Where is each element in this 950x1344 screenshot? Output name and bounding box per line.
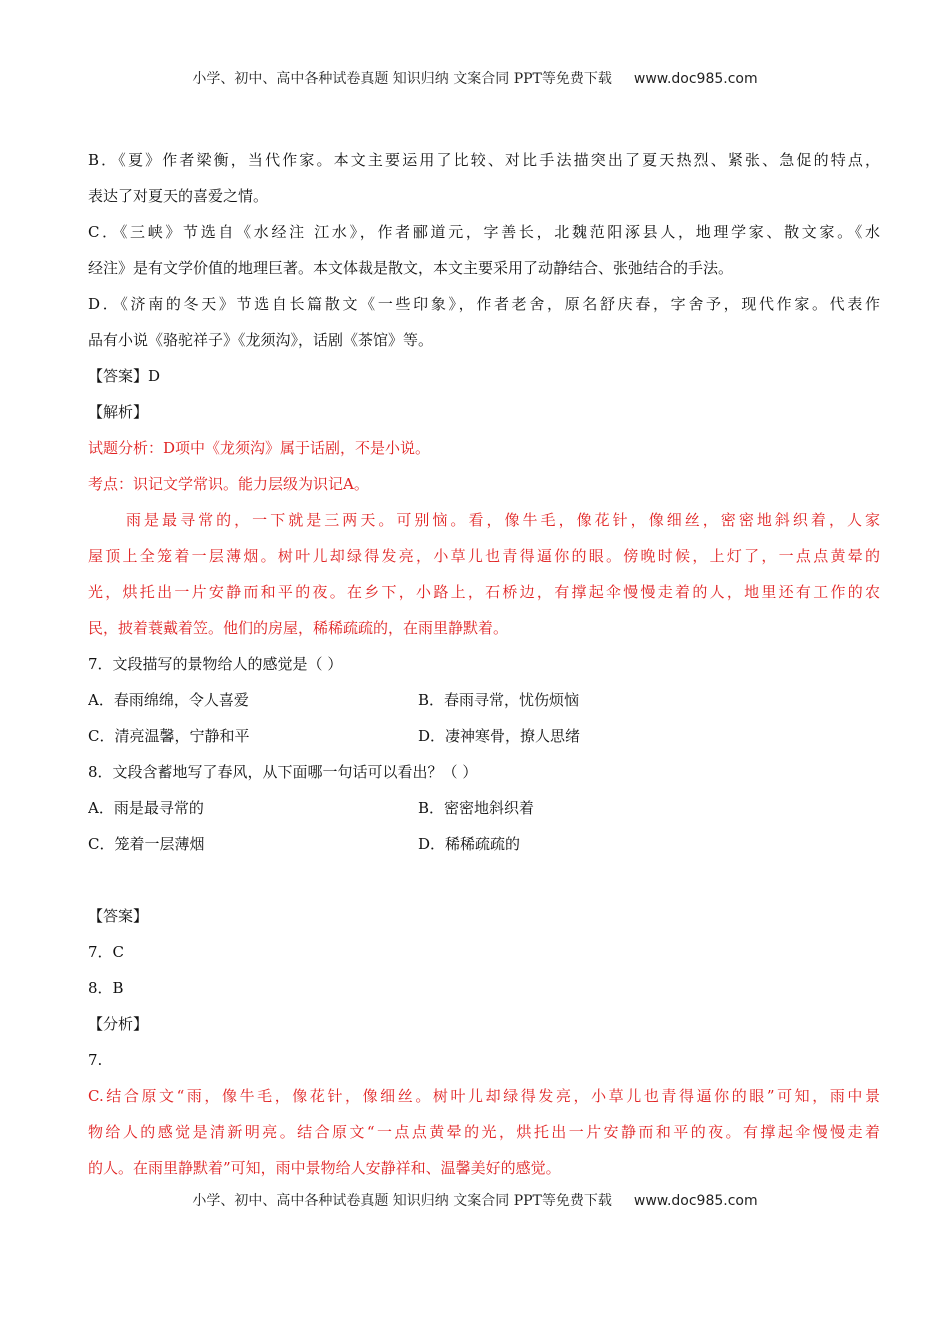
analysis-line-1: 试题分析：D项中《龙须沟》属于话剧，不是小说。 xyxy=(88,439,431,457)
question-8-option-c: C．笼着一层薄烟 xyxy=(88,835,205,853)
answer-7: 7．C xyxy=(88,943,125,961)
answer-2-label: 【答案】 xyxy=(88,907,149,925)
answer-label: 【答案】D xyxy=(88,367,161,385)
passage-line-4: 民，披着蓑戴着笠。他们的房屋，稀稀疏疏的，在雨里静默着。 xyxy=(88,619,509,637)
answer-8: 8．B xyxy=(88,979,124,997)
page-header xyxy=(0,68,950,88)
option-d-line-1: D．《济南的冬天》节选自长篇散文《一些印象》，作者老舍，原名舒庆春，字舍予，现代作家。代表作 xyxy=(88,295,880,313)
option-c-line-1: C．《三峡》节选自《水经注 江水》，作者郦道元，字善长，北魏范阳涿县人，地理学家、散文家。《水 xyxy=(88,223,880,241)
question-8-options-row-1 xyxy=(88,790,880,826)
fenxi-label: 【分析】 xyxy=(88,1015,149,1033)
page-footer xyxy=(0,1190,950,1210)
analysis-line-2: 考点：识记文学常识。能力层级为识记A。 xyxy=(88,475,369,493)
question-7-option-c: C．清亮温馨，宁静和平 xyxy=(88,727,250,745)
option-b-line-2: 表达了对夏天的喜爱之情。 xyxy=(88,187,269,205)
question-7-options-row-1 xyxy=(88,682,880,718)
passage-line-3: 光，烘托出一片安静而和平的夜。在乡下，小路上，石桥边，有撑起伞慢慢走着的人，地里还有工作的农 xyxy=(88,583,880,601)
passage-line-2: 屋顶上全笼着一层薄烟。树叶儿却绿得发亮，小草儿也青得逼你的眼。傍晚时候，上灯了，一点点黄晕的 xyxy=(88,547,880,565)
fenxi-number: 7. xyxy=(88,1051,103,1069)
question-7-option-b: B．春雨寻常，忧伤烦恼 xyxy=(418,691,580,709)
question-7-options-row-2 xyxy=(88,718,880,754)
analysis-label: 【解析】 xyxy=(88,403,149,421)
question-8-stem: 8．文段含蓄地写了春风，从下面哪一句话可以看出？（ ） xyxy=(88,763,478,781)
footer-text: 小学、初中、高中各种试卷真题 知识归纳 文案合同 PPT等免费下载 xyxy=(192,1193,612,1209)
option-d-line-2: 品有小说《骆驼祥子》《龙须沟》，话剧《茶馆》等。 xyxy=(88,331,434,349)
fenxi-line-1: C.结合原文“雨，像牛毛，像花针，像细丝。树叶儿却绿得发亮，小草儿也青得逼你的眼”可知，雨中景 xyxy=(88,1087,880,1105)
question-8-option-d: D．稀稀疏疏的 xyxy=(418,835,521,853)
option-b-line-1: B．《夏》作者梁衡，当代作家。本文主要运用了比较、对比手法描突出了夏天热烈、紧张、急促的特点， xyxy=(88,151,880,169)
passage-line-1: 雨是最寻常的，一下就是三两天。可别恼。看，像牛毛，像花针，像细丝，密密地斜织着，人家 xyxy=(126,511,880,529)
footer-site-link[interactable]: www.doc985.com xyxy=(633,1193,758,1209)
document-body xyxy=(88,142,880,1186)
header-text: 小学、初中、高中各种试卷真题 知识归纳 文案合同 PPT等免费下载 xyxy=(192,71,612,87)
fenxi-line-3: 的人。在雨里静默着”可知，雨中景物给人安静祥和、温馨美好的感觉。 xyxy=(88,1159,561,1177)
question-8-option-a: A．雨是最寻常的 xyxy=(88,799,204,817)
fenxi-line-2: 物给人的感觉是清新明亮。结合原文“一点点黄晕的光，烘托出一片安静而和平的夜。有撑起伞慢慢走着 xyxy=(88,1123,880,1141)
question-7-option-d: D．凄神寒骨，撩人思绪 xyxy=(418,727,581,745)
question-7-stem: 7．文段描写的景物给人的感觉是（ ） xyxy=(88,655,343,673)
option-c-line-2: 经注》是有文学价值的地理巨著。本文体裁是散文，本文主要采用了动静结合、张弛结合的手法。 xyxy=(88,259,734,277)
question-8-option-b: B．密密地斜织着 xyxy=(418,799,535,817)
question-7-option-a: A．春雨绵绵，令人喜爱 xyxy=(88,691,249,709)
header-site-link[interactable]: www.doc985.com xyxy=(633,71,758,87)
spacer xyxy=(88,862,880,898)
question-8-options-row-2 xyxy=(88,826,880,862)
